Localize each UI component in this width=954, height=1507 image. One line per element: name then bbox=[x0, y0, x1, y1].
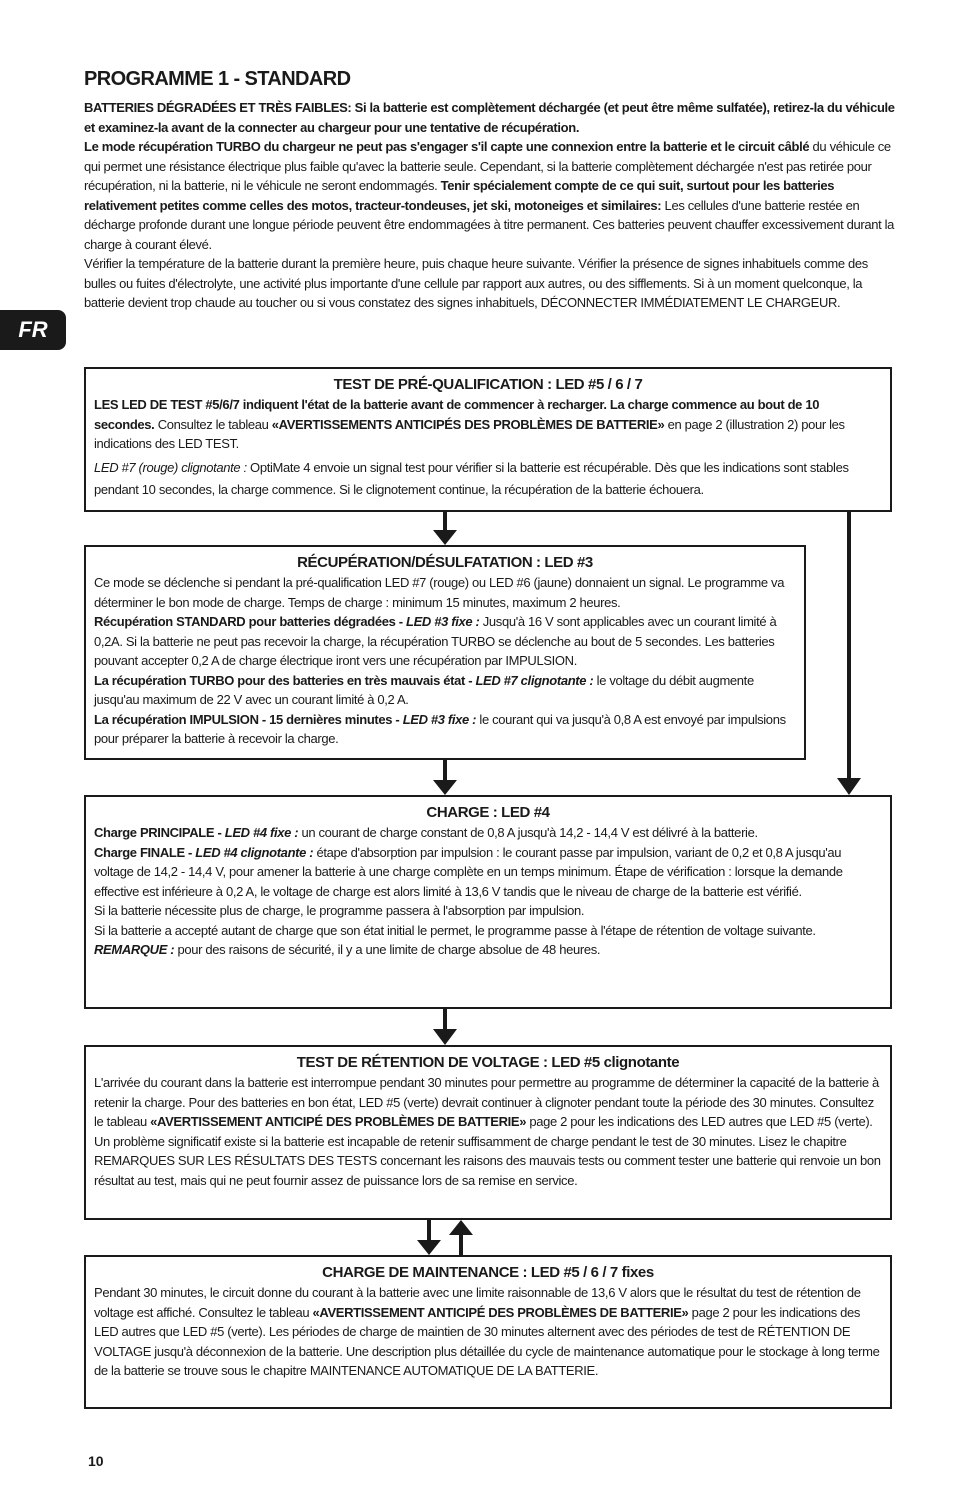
pq-p1-text2: en page 2 (illustration 2) pour les indications des LED TEST. bbox=[94, 416, 845, 451]
rec-p2-bi: LED #3 fixe : bbox=[406, 614, 480, 629]
intro-paragraph-2 bbox=[84, 137, 896, 254]
voltage-retention-p1 bbox=[94, 1073, 882, 1190]
recovery-p1: Ce mode se déclenche si pendant la pré-qualification LED #7 (rouge) ou LED #6 (jaune) donnaient un signal. Le programme va déterminer le bon mode de charge. Temps de charge : minimum 15 minutes, maximum 2 heures. bbox=[94, 575, 785, 610]
pq-p2-italic: LED #7 (rouge) clignotante : bbox=[94, 459, 247, 475]
pq-p1-bold: LES LED DE TEST #5/6/7 indiquent l'état de la batterie avant de commencer à recharger. La charge commence au bout de 10 secondes. bbox=[94, 397, 820, 432]
vr-p1-bold: «AVERTISSEMENT ANTICIPÉ DES PROBLÈMES DE BATTERIE» bbox=[150, 1114, 527, 1129]
charge-title: CHARGE : LED #4 bbox=[426, 804, 550, 821]
charge-p3: Si la batterie nécessite plus de charge, le programme passera à l'absorption par impulsion. bbox=[94, 903, 585, 918]
voltage-retention-title: TEST DE RÉTENTION DE VOLTAGE : LED #5 clignotante bbox=[296, 1054, 680, 1071]
vr-p1-text: L'arrivée du courant dans la batterie est interrompue pendant 30 minutes pour permettre au programme de déterminer la capacité de la batterie à retenir la charge. Pour des batteries en bon état, LED #5 (verte) devrait continuer à clignoter pendant toute la période des 30 minutes. Consultez le tableau bbox=[94, 1075, 879, 1129]
ch-p2-bold: Charge FINALE - bbox=[94, 844, 196, 860]
rec-p3-bold: La récupération TURBO pour des batteries en très mauvais état - bbox=[94, 672, 476, 688]
charge-p5 bbox=[94, 940, 882, 960]
pq-p1-text: Consultez le tableau bbox=[154, 416, 272, 432]
recovery-p3 bbox=[94, 671, 796, 710]
rec-p4-bi: LED #3 fixe : bbox=[402, 711, 477, 727]
ch-p5-bi: REMARQUE : bbox=[94, 942, 175, 957]
intro-section bbox=[84, 98, 896, 313]
prequalification-p1 bbox=[94, 395, 882, 454]
arrow-down-box3-box4-icon bbox=[430, 1009, 460, 1045]
prequalification-p2 bbox=[94, 457, 882, 501]
rec-p2-text: Jusqu'à 16 V sont applicables avec un courant limité à 0,2A. Si la batterie ne peut pas recevoir la charge, la récupération TURBO se déclenche au bout de 5 secondes. Les batteries pouvant accepter 0,2 A de charge électrique iront vers une récupération par IMPULSION. bbox=[94, 614, 777, 668]
maintenance-title: CHARGE DE MAINTENANCE : LED #5 / 6 / 7 fixes bbox=[322, 1264, 654, 1281]
rec-p2-bold: Récupération STANDARD pour batteries dégradées - bbox=[94, 614, 407, 629]
recovery-title: RÉCUPÉRATION/DÉSULFATATION : LED #3 bbox=[297, 554, 593, 571]
maintenance-box bbox=[84, 1255, 892, 1409]
arrow-up-box5-box4-icon bbox=[446, 1220, 476, 1255]
intro-p2-bold2: Tenir spécialement compte de ce qui suit, surtout pour les batteries relativement petites comme celles des motos, tracteur-tondeuses, jet ski, motoneiges et similaires: bbox=[84, 178, 835, 213]
ch-p1-bold: Charge PRINCIPALE - bbox=[94, 825, 225, 840]
page-number: 10 bbox=[88, 1453, 104, 1469]
prequalification-title: TEST DE PRÉ-QUALIFICATION : LED #5 / 6 / 7 bbox=[333, 376, 643, 393]
recovery-p4 bbox=[94, 710, 796, 749]
rec-p3-text: le voltage du débit augmente jusqu'au maximum de 22 V avec un courant limité à 0,2 A. bbox=[94, 672, 754, 707]
voltage-retention-box bbox=[84, 1045, 892, 1220]
maintenance-p1 bbox=[94, 1283, 882, 1381]
ch-p1-text: un courant de charge constant de 0,8 A jusqu'à 14,2 - 14,4 V est délivré à la batterie. bbox=[298, 825, 758, 840]
intro-p2-text: du véhicule ce qui permet une résistance électrique plus faible qu'avec la batterie seule. Cependant, si la batterie complètement déchargée n'est pas retirée pour récupération, ni la batterie, ni le véhicule ne seront endommagés. bbox=[84, 139, 891, 193]
mt-p1-text2: page 2 pour les indications des LED autres que LED #5 (verte). Les périodes de charge de maintien de 30 minutes alternent avec des périodes de test de RÉTENTION DE VOLTAGE jusqu'à déconnexion de la batterie. Une description plus détaillée du cycle de maintenance automatique pour le stockage à long terme de la batterie se trouve sous le chapitre MAINTENANCE AUTOMATIQUE DE LA BATTERIE. bbox=[94, 1304, 880, 1378]
charge-p4: Si la batterie a accepté autant de charge que son état initial le permet, le programme passe à l'étape de rétention de voltage suivante. bbox=[94, 922, 816, 938]
arrow-down-box4-box5-icon bbox=[414, 1220, 444, 1255]
charge-box bbox=[84, 795, 892, 1009]
recovery-box bbox=[84, 545, 806, 760]
mt-p1-bold: «AVERTISSEMENT ANTICIPÉ DES PROBLÈMES DE BATTERIE» bbox=[312, 1304, 689, 1320]
recovery-p2 bbox=[94, 612, 796, 671]
rec-p3-bi: LED #7 clignotante : bbox=[475, 672, 594, 688]
prequalification-box bbox=[84, 367, 892, 512]
ch-p5-text: pour des raisons de sécurité, il y a une limite de charge absolue de 48 heures. bbox=[174, 942, 601, 957]
rec-p4-bold: La récupération IMPULSION - 15 dernières minutes - bbox=[94, 711, 403, 727]
pq-p1-bold2: «AVERTISSEMENTS ANTICIPÉS DES PROBLÈMES DE BATTERIE» bbox=[271, 416, 665, 432]
rec-p4-text: le courant qui va jusqu'à 0,8 A est envoyé par impulsions pour préparer la batterie à recevoir la charge. bbox=[94, 711, 786, 746]
intro-paragraph-1: BATTERIES DÉGRADÉES ET TRÈS FAIBLES: Si la batterie est complètement déchargée (et peut être même sulfatée), retirez-la du véhicule et examinez-la avant de la connecter au chargeur pour une tentative de récupération. bbox=[84, 100, 895, 135]
page-title: PROGRAMME 1 - STANDARD bbox=[84, 68, 351, 90]
intro-p2-text2: Les cellules d'une batterie restée en décharge profonde durant une longue période peuvent être endommagées à titre permanent. Ces batteries peuvent chauffer excessivement durant la charge à courant élevé. bbox=[84, 197, 895, 252]
intro-p2-bold: Le mode récupération TURBO du chargeur ne peut pas s'engager s'il capte une connexion entre la batterie et le circuit câblé bbox=[84, 139, 810, 154]
ch-p2-bi: LED #4 clignotante : bbox=[195, 844, 314, 860]
arrow-down-bypass-icon bbox=[834, 512, 864, 795]
charge-p1 bbox=[94, 823, 882, 843]
language-tab: FR bbox=[0, 310, 66, 350]
vr-p1-text2: page 2 pour les indications des LED autres que LED #5 (verte). Un problème significatif existe si la batterie est incapable de retenir suffisamment de charge pendant le test de 30 minutes. Lisez le chapitre REMARQUES SUR LES RÉSULTATS DES TESTS concernant les raisons des mauvais tests ou comment tester une batterie qui renvoie un bon résultat au test, mais qui ne peut fournir assez de puissance lors de sa remise en service. bbox=[94, 1114, 881, 1188]
charge-p2 bbox=[94, 843, 882, 902]
ch-p2-text: étape d'absorption par impulsion : le courant passe par impulsion, variant de 0,2 et 0,8 A jusqu'au voltage de 14,2 - 14,4 V, pour amener la batterie à une charge complète en un temps minimum. Étape de vérification : lorsque la demande effective est inférieure à 0,2 A, le voltage de charge est alors limité à 13,6 V tandis que le niveau de charge de la batterie est vérifié. bbox=[94, 844, 843, 899]
arrow-down-box1-box2-icon bbox=[430, 512, 460, 545]
pq-p2-text: OptiMate 4 envoie un signal test pour vérifier si la batterie est récupérable. Dès que les indications sont stables pendant 10 secondes, la charge commence. Si le clignotement continue, la récupération de la batterie échouera. bbox=[94, 459, 849, 497]
arrow-down-box2-box3-icon bbox=[430, 760, 460, 795]
mt-p1-text: Pendant 30 minutes, le circuit donne du courant à la batterie avec une limite raisonnable de 13,6 V alors que le résultat du test de rétention de voltage est affiché. Consultez le tableau bbox=[94, 1285, 861, 1320]
intro-paragraph-3: Vérifier la température de la batterie durant la première heure, puis chaque heure suivante. Vérifier la présence de signes inhabituels comme des bulles ou fuites d'électrolyte, une activité plus importante d'une cellule par rapport aux autres, ou des sifflements. Si à un moment quelconque, la batterie devient trop chaude au toucher ou si vous constatez des signes inhabituels, DÉCONNECTER IMMÉDIATEMENT LE CHARGEUR. bbox=[84, 256, 868, 310]
ch-p1-bi: LED #4 fixe : bbox=[224, 825, 299, 840]
